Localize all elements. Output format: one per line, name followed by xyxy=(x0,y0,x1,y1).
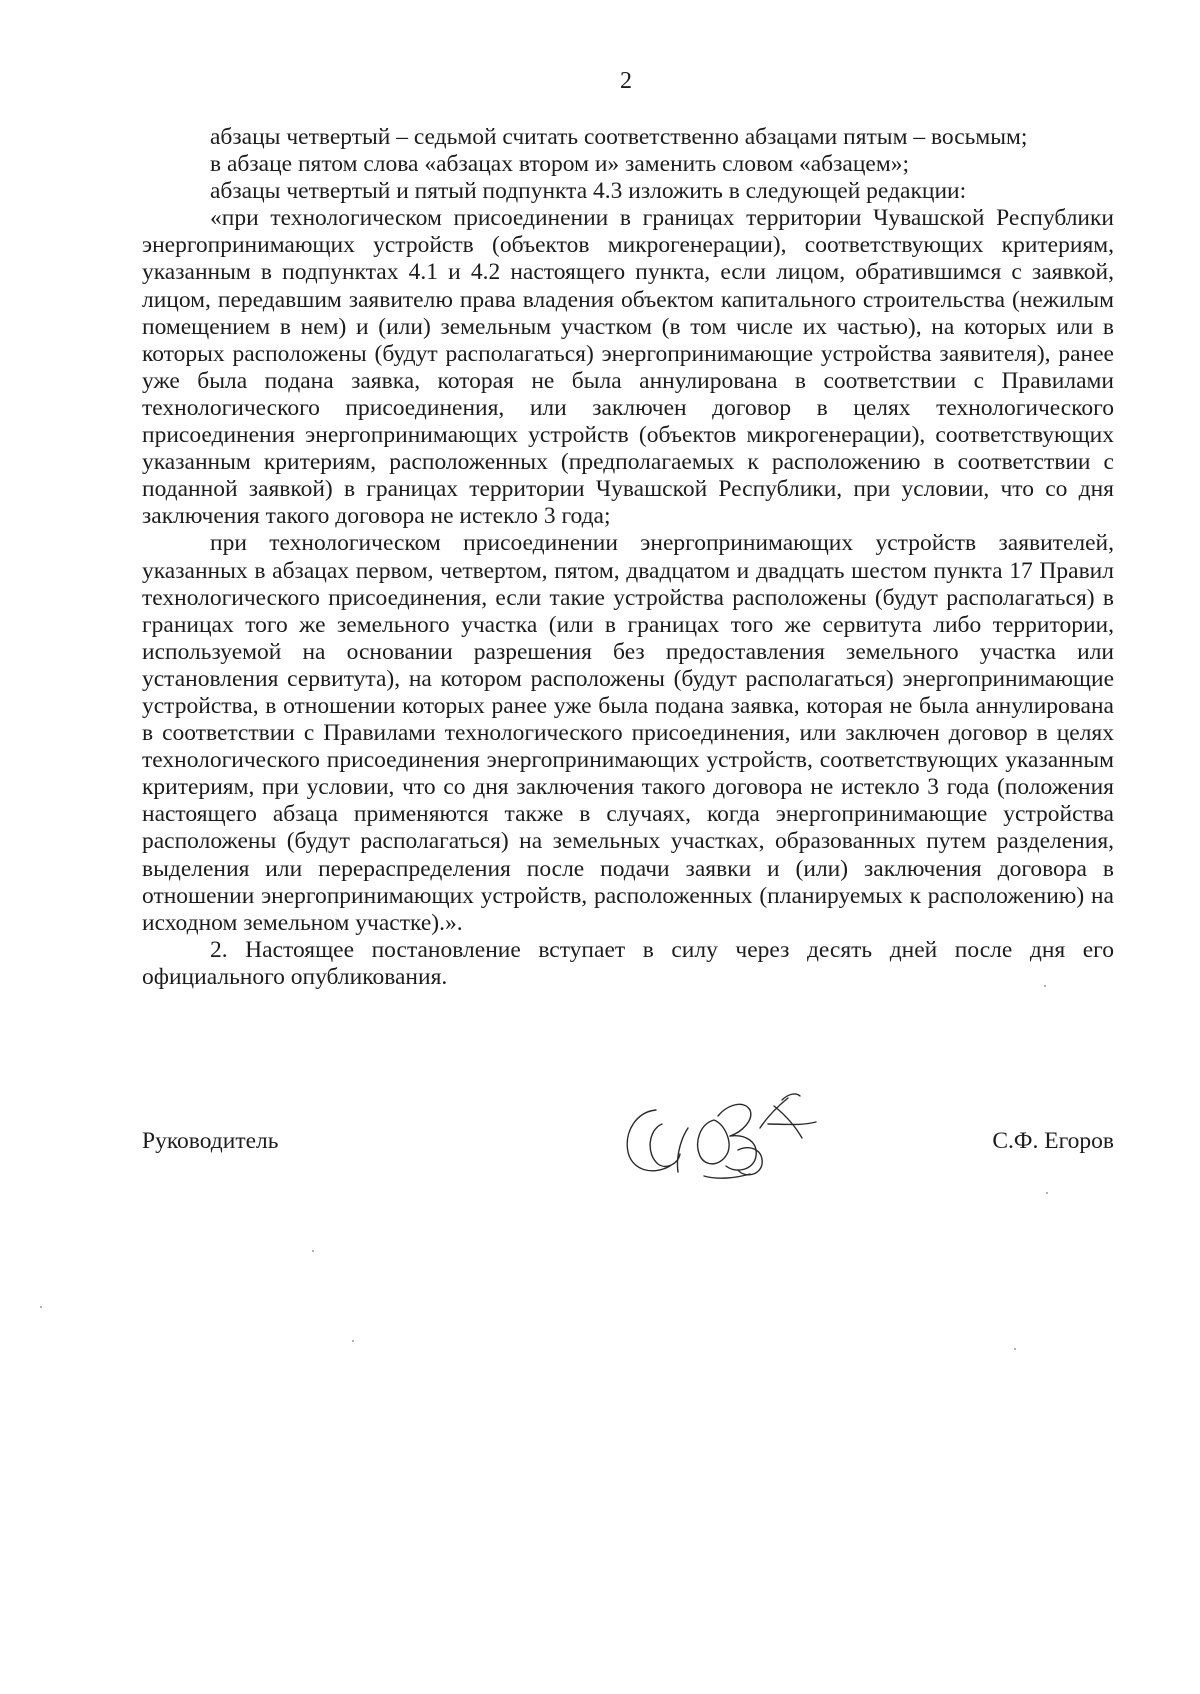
scan-speck xyxy=(1044,985,1046,987)
paragraph: 2. Настоящее постановление вступает в силу через десять дней после дня его официального опубликования. xyxy=(142,936,1114,990)
page-number: 2 xyxy=(620,68,632,94)
paragraph: абзацы четвертый и пятый подпункта 4.3 изложить в следующей редакции: xyxy=(210,178,967,205)
signatory-name: С.Ф. Егоров xyxy=(992,1128,1114,1154)
scan-speck xyxy=(40,1306,42,1308)
scan-speck xyxy=(312,1250,314,1252)
paragraph: абзацы четвертый – седьмой считать соответственно абзацами пятым – восьмым; xyxy=(210,124,1028,150)
signatory-position: Руководитель xyxy=(142,1128,279,1154)
paragraph: «при технологическом присоединении в границах территории Чувашской Республики энергопринимающих устройств (объектов микрогенерации), соответствующих критериям, указанным в подпунктах 4.1 и 4.2 настоящего пункта, если лицом, обратившимся с заявкой, лицом, передавшим заявителю права владения объектом капитального строительства (нежилым помещением в нем) и (или) земельным участком (в том числе их частью), на которых или в которых расположены (будут располагаться) энергопринимающие устройства заявителя), ранее уже была подана заявка, которая не была аннулирована в соответствии с Правилами технологического присоединения, или заключен договор в целях технологического присоединения энергопринимающих устройств (объектов микрогенерации), соответствующих указанным критериям, расположенных (предполагаемых к расположению в соответствии с поданной заявкой) в границах территории Чувашской Республики, при условии, что со дня заключения такого договора не истекло 3 года; xyxy=(142,205,1114,530)
paragraph: в абзаце пятом слова «абзацах втором и» заменить словом «абзацем»; xyxy=(210,151,909,178)
signature-block xyxy=(142,1102,1114,1192)
scan-speck xyxy=(352,1340,354,1342)
document-body xyxy=(142,124,1114,991)
handwritten-signature xyxy=(618,1080,828,1192)
paragraph: при технологическом присоединении энергопринимающих устройств заявителей, указанных в абзацах первом, четвертом, пятом, двадцатом и двадцать шестом пункта 17 Правил технологического присоединения, если такие устройства расположены (будут располагаться) в границах того же земельного участка (или в границах того же сервитута либо территории, используемой на основании разрешения без предоставления земельного участка или установления сервитута), на котором расположены (будут располагаться) энергопринимающие устройства, в отношении которых ранее уже была подана заявка, которая не была аннулирована в соответствии с Правилами технологического присоединения, или заключен договор в целях технологического присоединения энергопринимающих устройств, соответствующих указанным критериям, при условии, что со дня заключения такого договора не истекло 3 года (положения настоящего абзаца применяются также в случаях, когда энергопринимающие устройства расположены (будут располагаться) на земельных участках, образованных путем разделения, выделения или перераспределения после подачи заявки и (или) заключения договора в отношении энергопринимающих устройств, расположенных (планируемых к расположению) на исходном земельном участке).». xyxy=(142,530,1114,936)
scan-speck xyxy=(1046,1192,1048,1194)
scan-speck xyxy=(1014,1348,1016,1350)
